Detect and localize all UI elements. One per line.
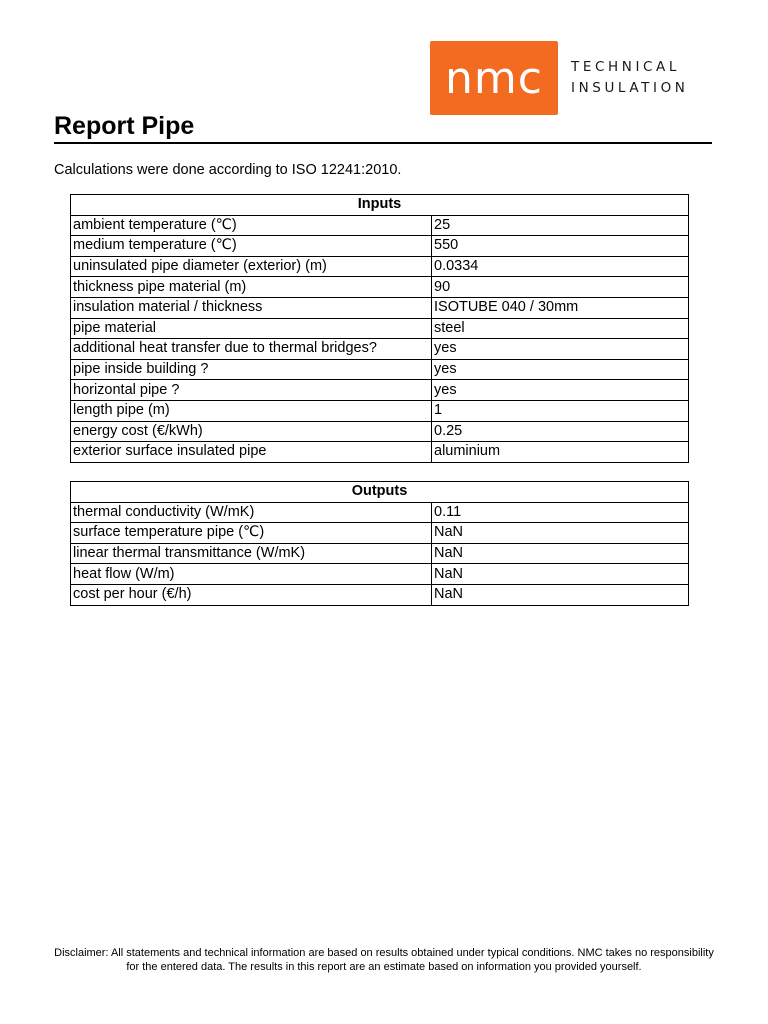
page-title: Report Pipe (54, 112, 195, 140)
outputs-table (70, 481, 689, 606)
row-label: surface temperature pipe (℃) (71, 523, 432, 544)
inputs-header-row (71, 195, 689, 216)
logo-mark-text: nmc (445, 52, 543, 104)
row-value: 1 (432, 400, 689, 421)
table-row (71, 359, 689, 380)
row-label: cost per hour (€/h) (71, 584, 432, 605)
row-label: heat flow (W/m) (71, 564, 432, 585)
row-value: NaN (432, 584, 689, 605)
row-label: ambient temperature (℃) (71, 215, 432, 236)
outputs-header-row (71, 482, 689, 503)
row-value: NaN (432, 543, 689, 564)
row-value: NaN (432, 564, 689, 585)
row-value: 90 (432, 277, 689, 298)
row-label: length pipe (m) (71, 400, 432, 421)
table-row (71, 215, 689, 236)
table-row (71, 421, 689, 442)
row-value: ISOTUBE 040 / 30mm (432, 297, 689, 318)
row-label: thermal conductivity (W/mK) (71, 502, 432, 523)
logo-line-insulation: INSULATION (571, 80, 689, 96)
row-label: horizontal pipe ? (71, 380, 432, 401)
row-label: linear thermal transmittance (W/mK) (71, 543, 432, 564)
table-row (71, 584, 689, 605)
table-row (71, 236, 689, 257)
logo-line-technical: TECHNICAL (571, 59, 681, 75)
row-value: 0.25 (432, 421, 689, 442)
row-value: yes (432, 339, 689, 360)
table-row (71, 543, 689, 564)
title-divider (54, 142, 712, 144)
row-value: yes (432, 380, 689, 401)
outputs-header: Outputs (71, 482, 689, 503)
logo-wordmark (571, 57, 689, 99)
row-value: 550 (432, 236, 689, 257)
intro-text: Calculations were done according to ISO 12241:2010. (54, 162, 402, 178)
inputs-table (70, 194, 689, 463)
row-label: insulation material / thickness (71, 297, 432, 318)
row-label: uninsulated pipe diameter (exterior) (m) (71, 256, 432, 277)
table-row (71, 442, 689, 463)
row-label: pipe inside building ? (71, 359, 432, 380)
row-value: yes (432, 359, 689, 380)
disclaimer-text: Disclaimer: All statements and technical information are based on results obtained under typical conditions. NMC takes no responsibility for the entered data. The results in this report are an estimate based on information you provided yourself. (54, 947, 714, 973)
table-row (71, 380, 689, 401)
table-row (71, 564, 689, 585)
row-value: 0.0334 (432, 256, 689, 277)
table-row (71, 318, 689, 339)
inputs-header: Inputs (71, 195, 689, 216)
row-label: energy cost (€/kWh) (71, 421, 432, 442)
row-label: thickness pipe material (m) (71, 277, 432, 298)
row-value: 25 (432, 215, 689, 236)
table-row (71, 339, 689, 360)
row-value: aluminium (432, 442, 689, 463)
table-row (71, 256, 689, 277)
logo-mark (430, 41, 558, 115)
table-row (71, 502, 689, 523)
row-label: pipe material (71, 318, 432, 339)
row-label: additional heat transfer due to thermal bridges? (71, 339, 432, 360)
table-row (71, 523, 689, 544)
company-logo (430, 41, 689, 115)
row-label: medium temperature (℃) (71, 236, 432, 257)
row-label: exterior surface insulated pipe (71, 442, 432, 463)
row-value: steel (432, 318, 689, 339)
table-row (71, 277, 689, 298)
row-value: 0.11 (432, 502, 689, 523)
row-value: NaN (432, 523, 689, 544)
table-row (71, 297, 689, 318)
table-row (71, 400, 689, 421)
